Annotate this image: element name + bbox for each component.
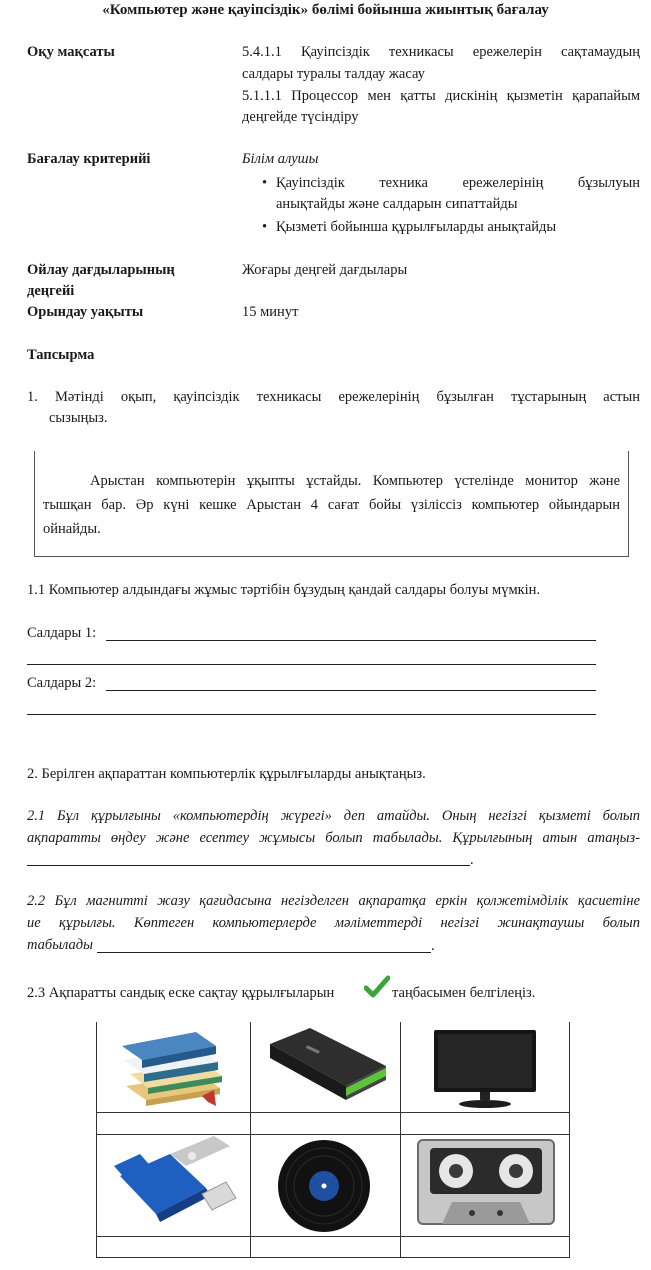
q2-3-text-a: 2.3 Ақпаратты сандық еске сақтау құрылғыларын: [27, 985, 335, 1001]
consequence-2-label: Салдары 2:: [27, 675, 97, 691]
consequence-2-answer-line[interactable]: [106, 690, 596, 691]
q2-1-line-2: ақпаратты өңдеу және есептеу жұмысы болып табылады. Құрылғының атын атаңыз-: [27, 830, 640, 846]
text-box: [34, 451, 629, 557]
q2-2-line-2: ие құрылғы. Көптеген компьютерлерде мәліметтерді негізгі жинақтаушы болып: [27, 915, 640, 931]
bullet-icon: •: [262, 219, 268, 235]
level-value: Жоғары деңгей дағдылары: [242, 262, 408, 278]
text-box-line-3: ойнайды.: [43, 521, 101, 537]
checkmark-icon: [364, 975, 390, 999]
criteria-label: Бағалау критерийі: [27, 151, 151, 167]
external-hard-drive-image[interactable]: [262, 1026, 392, 1106]
q2-3-text-b: таңбасымен белгілеңіз.: [392, 985, 536, 1001]
criteria-bullet-1b: анықтайды және салдарын сипаттайды: [276, 196, 518, 212]
level-label-a: Ойлау дағдыларының: [27, 262, 175, 278]
books-image[interactable]: [116, 1024, 234, 1110]
consequence-1-answer-line-2[interactable]: [27, 664, 596, 665]
text-box-line-2: тышқан бар. Әр күні кешке Арыстан 4 сағат бойы үзіліссіз компьютер ойындарын: [43, 497, 620, 513]
consequence-2-answer-line-2[interactable]: [27, 714, 596, 715]
consequence-1-label: Салдары 1:: [27, 625, 97, 641]
q2-2-answer-line[interactable]: [97, 952, 431, 953]
bullet-icon: •: [262, 175, 268, 191]
device-image-grid: [96, 1022, 570, 1258]
goal-label: Оқу мақсаты: [27, 44, 115, 60]
q2-2-line-1: 2.2 Бұл магнитті жазу қағидасына негізделген ақпаратқа еркін қолжетімділік қасиетіне: [27, 893, 640, 909]
text-box-line-1: Арыстан компьютерін ұқыпты ұстайды. Компьютер үстелінде монитор және: [90, 473, 620, 489]
goal-line-2a: 5.1.1.1 Процессор мен қатты дискінің қызметін қарапайым: [242, 88, 640, 104]
goal-line-1a: 5.4.1.1 Қауіпсіздік техникасы ережелерін сақтамаудың: [242, 44, 640, 60]
q2-1-answer-line[interactable]: [27, 865, 470, 866]
document-title: «Компьютер және қауіпсіздік» бөлімі бойынша жиынтық бағалау: [102, 2, 549, 18]
cassette-tape-image[interactable]: [416, 1138, 556, 1228]
criteria-intro: Білім алушы: [242, 151, 319, 167]
q1-1-text: 1.1 Компьютер алдындағы жұмыс тәртібін бұзудың қандай салдары болуы мүмкін.: [27, 582, 541, 598]
q2-text: 2. Берілген ақпараттан компьютерлік құрылғыларды анықтаңыз.: [27, 766, 426, 782]
monitor-image[interactable]: [430, 1028, 540, 1110]
q2-1-period: .: [470, 852, 474, 868]
usb-flash-drive-image[interactable]: [110, 1136, 240, 1232]
q2-1-line-1: 2.1 Бұл құрылғыны «компьютердің жүрегі» деп атайды. Оның негізгі қызметі болып: [27, 808, 640, 824]
goal-line-2b: деңгейде түсіндіру: [242, 109, 359, 125]
task-heading: Тапсырма: [27, 347, 95, 363]
vinyl-record-image[interactable]: [276, 1138, 372, 1234]
time-value: 15 минут: [242, 304, 299, 320]
criteria-bullet-2: Қызметі бойынша құрылғыларды анықтайды: [276, 219, 557, 235]
time-label: Орындау уақыты: [27, 304, 144, 320]
q1-line-b: сызыңыз.: [49, 410, 108, 426]
goal-line-1b: салдары туралы талдау жасау: [242, 66, 425, 82]
q2-2-line-3: табылады: [27, 937, 93, 953]
criteria-bullet-1a: Қауіпсіздік техника ережелерінің бұзылуын: [276, 175, 640, 191]
q2-2-period: .: [431, 938, 435, 954]
level-label-b: деңгейі: [27, 283, 75, 299]
q1-line-a: 1. Мәтінді оқып, қауіпсіздік техникасы ережелерінің бұзылған тұстарының астын: [27, 389, 640, 405]
consequence-1-answer-line[interactable]: [106, 640, 596, 641]
